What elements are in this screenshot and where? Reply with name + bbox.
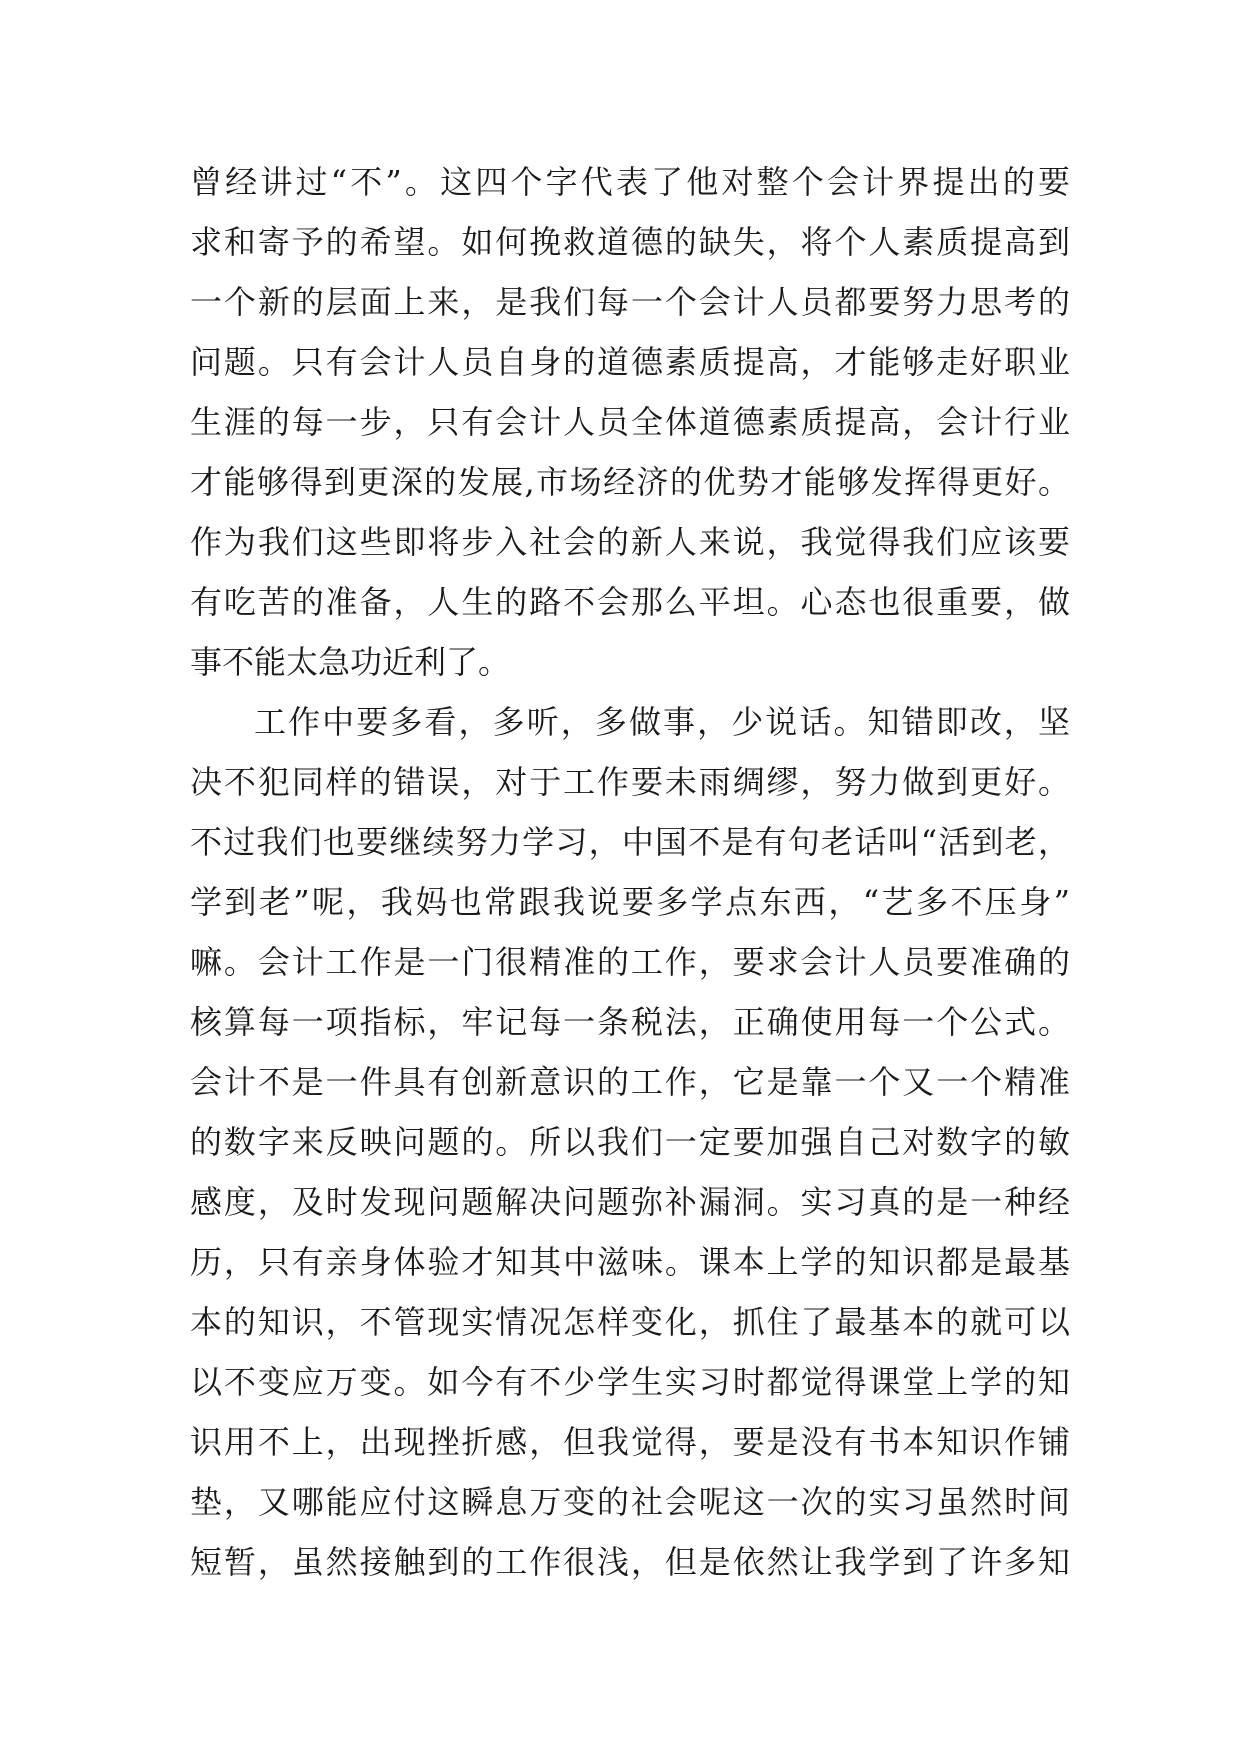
text-line: 工作中要多看，多听，多做事，少说话。知错即改，坚 <box>254 703 1070 741</box>
text-line: 学到老”呢，我妈也常跟我说要多学点东西，“艺多不压身” <box>190 883 1070 921</box>
text-line: 事不能太急功近利了。 <box>190 643 511 681</box>
text-line: 短暂，虽然接触到的工作很浅，但是依然让我学到了许多知 <box>190 1543 1070 1581</box>
text-line: 才能够得到更深的发展,市场经济的优势才能够发挥得更好。 <box>190 463 1070 501</box>
text-line: 曾经讲过“不”。这四个字代表了他对整个会计界提出的要 <box>190 163 1070 201</box>
paragraph <box>190 152 1070 692</box>
text-line: 核算每一项指标，牢记每一条税法，正确使用每一个公式。 <box>190 1003 1070 1041</box>
text-line: 问题。只有会计人员自身的道德素质提高，才能够走好职业 <box>190 343 1070 381</box>
paragraph <box>190 692 1070 1592</box>
text-line: 识用不上，出现挫折感，但我觉得，要是没有书本知识作铺 <box>190 1423 1070 1461</box>
text-line: 垫，又哪能应付这瞬息万变的社会呢这一次的实习虽然时间 <box>190 1483 1070 1521</box>
text-line: 的数字来反映问题的。所以我们一定要加强自己对数字的敏 <box>190 1123 1070 1161</box>
text-line: 有吃苦的准备，人生的路不会那么平坦。心态也很重要，做 <box>190 583 1070 621</box>
text-line: 会计不是一件具有创新意识的工作，它是靠一个又一个精准 <box>190 1063 1070 1101</box>
text-line: 决不犯同样的错误，对于工作要未雨绸缪，努力做到更好。 <box>190 763 1070 801</box>
text-line: 不过我们也要继续努力学习，中国不是有句老话叫“活到老， <box>190 823 1070 861</box>
text-line: 嘛。会计工作是一门很精准的工作，要求会计人员要准确的 <box>190 943 1070 981</box>
text-line: 本的知识，不管现实情况怎样变化，抓住了最基本的就可以 <box>190 1303 1070 1341</box>
text-line: 求和寄予的希望。如何挽救道德的缺失，将个人素质提高到 <box>190 223 1070 261</box>
text-line: 以不变应万变。如今有不少学生实习时都觉得课堂上学的知 <box>190 1363 1070 1401</box>
text-line: 生涯的每一步，只有会计人员全体道德素质提高，会计行业 <box>190 403 1070 441</box>
text-line: 历，只有亲身体验才知其中滋味。课本上学的知识都是最基 <box>190 1243 1070 1281</box>
text-line: 一个新的层面上来，是我们每一个会计人员都要努力思考的 <box>190 283 1070 321</box>
document-body <box>190 152 1070 1592</box>
text-line: 作为我们这些即将步入社会的新人来说，我觉得我们应该要 <box>190 523 1070 561</box>
text-line: 感度，及时发现问题解决问题弥补漏洞。实习真的是一种经 <box>190 1183 1070 1221</box>
